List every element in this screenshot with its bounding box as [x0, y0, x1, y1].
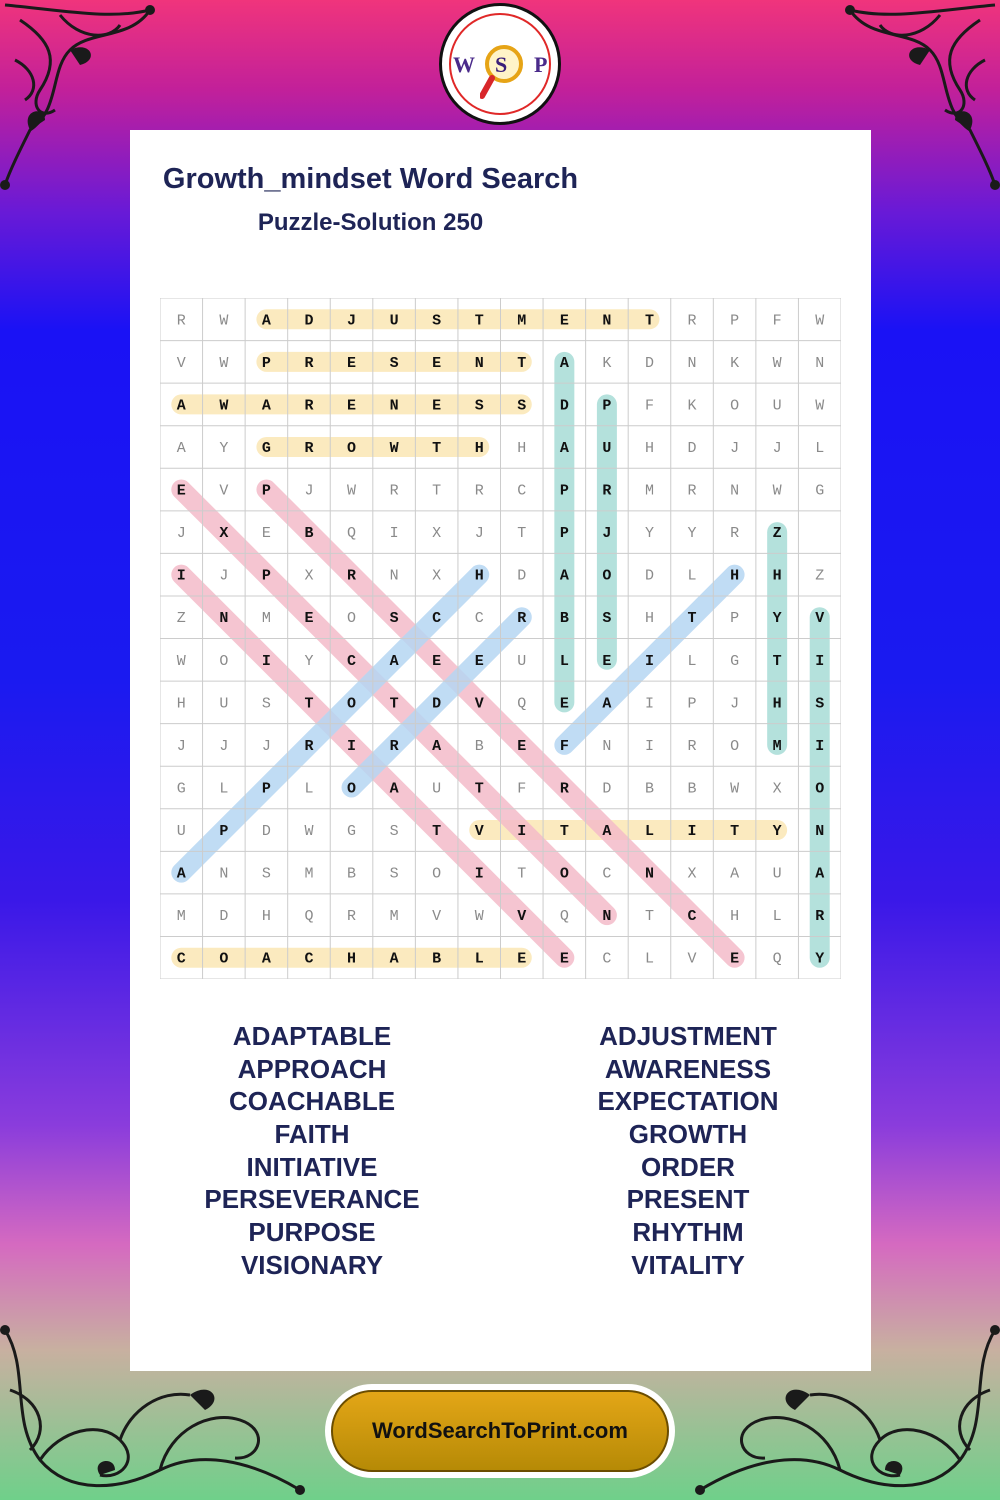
- grid-cell-letter[interactable]: J: [730, 439, 740, 457]
- grid-cell-letter[interactable]: L: [219, 780, 229, 798]
- grid-cell-letter[interactable]: I: [389, 525, 399, 543]
- grid-cell-letter[interactable]: F: [559, 737, 569, 755]
- grid-cell-letter[interactable]: M: [644, 482, 654, 500]
- grid-cell-letter[interactable]: P: [730, 610, 740, 628]
- grid-cell-letter[interactable]: P: [261, 567, 271, 585]
- grid-cell-letter[interactable]: E: [176, 482, 186, 500]
- grid-cell-letter[interactable]: R: [347, 908, 357, 926]
- grid-cell-letter[interactable]: M: [517, 312, 527, 330]
- grid-cell-letter[interactable]: J: [730, 695, 740, 713]
- grid-cell-letter[interactable]: F: [644, 397, 654, 415]
- grid-cell-letter[interactable]: D: [687, 439, 697, 457]
- grid-cell-letter[interactable]: V: [219, 482, 229, 500]
- grid-cell-letter[interactable]: D: [644, 354, 654, 372]
- grid-cell-letter[interactable]: S: [474, 397, 484, 415]
- grid-cell-letter[interactable]: Y: [219, 439, 229, 457]
- grid-cell-letter[interactable]: J: [176, 525, 186, 543]
- grid-cell-letter[interactable]: I: [347, 737, 357, 755]
- grid-cell-letter[interactable]: T: [730, 823, 740, 841]
- grid-cell-letter[interactable]: D: [304, 312, 314, 330]
- grid-cell-letter[interactable]: H: [261, 908, 271, 926]
- grid-cell-letter[interactable]: N: [602, 737, 612, 755]
- grid-cell-letter[interactable]: A: [559, 354, 569, 372]
- grid-cell-letter[interactable]: L: [687, 567, 697, 585]
- grid-cell-letter[interactable]: U: [389, 312, 399, 330]
- grid-cell-letter[interactable]: P: [559, 525, 569, 543]
- grid-cell-letter[interactable]: Y: [304, 652, 314, 670]
- grid-cell-letter[interactable]: N: [602, 908, 612, 926]
- word-list-item: COACHABLE: [228, 1086, 396, 1117]
- grid-cell-letter[interactable]: J: [347, 312, 357, 330]
- grid-cell-letter[interactable]: A: [815, 865, 825, 883]
- page-title: Growth_mindset Word Search: [162, 163, 579, 195]
- grid-cell-letter[interactable]: X: [687, 865, 697, 883]
- grid-cell-letter[interactable]: N: [389, 397, 399, 415]
- grid-cell-letter[interactable]: R: [176, 312, 186, 330]
- grid-cell-letter[interactable]: X: [772, 780, 782, 798]
- grid-cell-letter[interactable]: A: [261, 397, 271, 415]
- grid-cell-letter[interactable]: J: [602, 525, 612, 543]
- grid-cell-letter[interactable]: G: [730, 652, 740, 670]
- grid-cell-letter[interactable]: B: [432, 950, 442, 968]
- grid-cell-letter[interactable]: R: [687, 737, 697, 755]
- grid-cell-letter[interactable]: C: [602, 865, 612, 883]
- grid-cell-letter[interactable]: K: [730, 354, 740, 372]
- grid-cell-letter[interactable]: M: [176, 908, 186, 926]
- grid-cell-letter[interactable]: F: [517, 780, 527, 798]
- grid-cell-letter[interactable]: O: [347, 695, 357, 713]
- grid-cell-letter[interactable]: O: [730, 397, 740, 415]
- grid-cell-letter[interactable]: N: [389, 567, 399, 585]
- grid-cell-letter[interactable]: E: [347, 397, 357, 415]
- logo-letter-s: S: [495, 52, 508, 77]
- grid-cell-letter[interactable]: I: [644, 737, 654, 755]
- word-list-item: VISIONARY: [240, 1249, 384, 1280]
- grid-cell-letter[interactable]: S: [261, 865, 271, 883]
- grid-cell-letter[interactable]: V: [432, 908, 442, 926]
- word-list-left: [152, 1020, 472, 1282]
- grid-cell-letter[interactable]: O: [815, 780, 825, 798]
- grid-cell-letter[interactable]: Q: [772, 950, 782, 968]
- grid-cell-letter[interactable]: I: [815, 652, 825, 670]
- grid-cell-letter[interactable]: T: [517, 354, 527, 372]
- grid-cell-letter[interactable]: L: [815, 439, 825, 457]
- grid-cell-letter[interactable]: A: [559, 439, 569, 457]
- grid-cell-letter[interactable]: W: [176, 652, 186, 670]
- grid-cell-letter[interactable]: U: [219, 695, 229, 713]
- grid-cell-letter[interactable]: U: [517, 652, 527, 670]
- grid-cell-letter[interactable]: V: [517, 908, 527, 926]
- grid-cell-letter[interactable]: T: [389, 695, 399, 713]
- grid-cell-letter[interactable]: N: [474, 354, 484, 372]
- word-list-item: AWARENESS: [604, 1053, 772, 1084]
- grid-cell-letter[interactable]: Y: [687, 525, 697, 543]
- grid-cell-letter[interactable]: R: [730, 525, 740, 543]
- grid-cell-letter[interactable]: W: [730, 780, 740, 798]
- grid-cell-letter[interactable]: L: [772, 908, 782, 926]
- grid-cell-letter[interactable]: O: [602, 567, 612, 585]
- grid-cell-letter[interactable]: C: [602, 950, 612, 968]
- grid-cell-letter[interactable]: T: [644, 312, 654, 330]
- grid-cell-letter[interactable]: E: [517, 737, 527, 755]
- grid-cell-letter[interactable]: O: [347, 439, 357, 457]
- grid-cell-letter[interactable]: P: [219, 823, 229, 841]
- word-list-item: FAITH: [274, 1119, 350, 1150]
- grid-cell-letter[interactable]: O: [432, 865, 442, 883]
- grid-cell-letter[interactable]: M: [772, 737, 782, 755]
- grid-cell-letter[interactable]: A: [176, 439, 186, 457]
- grid-cell-letter[interactable]: A: [389, 950, 399, 968]
- grid-cell-letter[interactable]: P: [602, 397, 612, 415]
- grid-cell-letter[interactable]: D: [559, 397, 569, 415]
- grid-cell-letter[interactable]: C: [432, 610, 442, 628]
- grid-cell-letter[interactable]: E: [559, 950, 569, 968]
- logo-letter-w: W: [453, 52, 475, 77]
- grid-cell-letter[interactable]: I: [261, 652, 271, 670]
- grid-cell-letter[interactable]: L: [474, 950, 484, 968]
- grid-cell-letter[interactable]: J: [474, 525, 484, 543]
- grid-cell-letter[interactable]: R: [474, 482, 484, 500]
- grid-cell-letter[interactable]: Y: [772, 610, 782, 628]
- word-list-item: ORDER: [641, 1151, 735, 1182]
- grid-cell-letter[interactable]: A: [432, 737, 442, 755]
- grid-cell-letter[interactable]: M: [389, 908, 399, 926]
- grid-cell-letter[interactable]: I: [644, 652, 654, 670]
- grid-cell-letter[interactable]: I: [815, 737, 825, 755]
- grid-cell-letter[interactable]: W: [219, 397, 229, 415]
- grid-cell-letter[interactable]: O: [219, 950, 229, 968]
- grid-cell-letter[interactable]: J: [304, 482, 314, 500]
- grid-cell-letter[interactable]: W: [815, 312, 825, 330]
- grid-cell-letter[interactable]: H: [730, 567, 740, 585]
- grid-cell-letter[interactable]: W: [474, 908, 484, 926]
- grid-cell-letter[interactable]: H: [474, 567, 484, 585]
- grid-cell-letter[interactable]: V: [474, 823, 484, 841]
- grid-cell-letter[interactable]: H: [730, 908, 740, 926]
- grid-cell-letter[interactable]: S: [389, 354, 399, 372]
- grid-cell-letter[interactable]: J: [261, 737, 271, 755]
- grid-cell-letter[interactable]: E: [559, 695, 569, 713]
- grid-cell-letter[interactable]: B: [559, 610, 569, 628]
- grid-cell-letter[interactable]: P: [261, 354, 271, 372]
- word-list-item: PERSEVERANCE: [204, 1184, 420, 1215]
- grid-cell-letter[interactable]: P: [559, 482, 569, 500]
- grid-cell-letter[interactable]: Y: [815, 950, 825, 968]
- grid-cell-letter[interactable]: G: [347, 823, 357, 841]
- grid-cell-letter[interactable]: T: [772, 652, 782, 670]
- grid-cell-letter[interactable]: S: [517, 397, 527, 415]
- grid-cell-letter[interactable]: U: [602, 439, 612, 457]
- grid-cell-letter[interactable]: L: [687, 652, 697, 670]
- grid-cell-letter[interactable]: L: [304, 780, 314, 798]
- grid-cell-letter[interactable]: E: [559, 312, 569, 330]
- grid-cell-letter[interactable]: R: [389, 737, 399, 755]
- grid-cell-letter[interactable]: J: [772, 439, 782, 457]
- grid-cell-letter[interactable]: Z: [176, 610, 186, 628]
- footer-badge: [325, 1384, 675, 1478]
- grid-cell-letter[interactable]: N: [219, 610, 229, 628]
- grid-cell-letter[interactable]: H: [517, 439, 527, 457]
- grid-cell-letter[interactable]: X: [432, 567, 442, 585]
- grid-cell-letter[interactable]: T: [432, 823, 442, 841]
- grid-cell-letter[interactable]: B: [687, 780, 697, 798]
- grid-cell-letter[interactable]: D: [602, 780, 612, 798]
- word-search-grid: [160, 298, 841, 979]
- grid-cell-letter[interactable]: X: [432, 525, 442, 543]
- grid-cell-letter[interactable]: J: [219, 567, 229, 585]
- grid-cell-letter[interactable]: E: [261, 525, 271, 543]
- grid-cell-letter[interactable]: G: [815, 482, 825, 500]
- grid-cell-letter[interactable]: Q: [347, 525, 357, 543]
- grid-cell-letter[interactable]: A: [261, 950, 271, 968]
- grid-cell-letter[interactable]: C: [517, 482, 527, 500]
- grid-cell-letter[interactable]: S: [389, 610, 399, 628]
- word-list-item: ADAPTABLE: [232, 1021, 392, 1051]
- grid-cell-letter[interactable]: O: [219, 652, 229, 670]
- grid-cell-letter[interactable]: S: [389, 865, 399, 883]
- grid-cell-letter[interactable]: L: [644, 823, 654, 841]
- grid-cell-letter[interactable]: Q: [517, 695, 527, 713]
- grid-cell-letter[interactable]: H: [772, 695, 782, 713]
- grid-cell-letter[interactable]: R: [389, 482, 399, 500]
- grid-cell-letter[interactable]: A: [176, 865, 186, 883]
- grid-cell-letter[interactable]: S: [389, 823, 399, 841]
- grid-cell-letter[interactable]: B: [347, 865, 357, 883]
- grid-cell-letter[interactable]: N: [815, 354, 825, 372]
- grid-cell-letter[interactable]: T: [517, 865, 527, 883]
- grid-cell-letter[interactable]: H: [644, 439, 654, 457]
- grid-cell-letter[interactable]: W: [389, 439, 399, 457]
- grid-cell-letter[interactable]: D: [261, 823, 271, 841]
- grid-cell-letter[interactable]: J: [219, 737, 229, 755]
- word-list-item: RHYTHM: [632, 1217, 744, 1248]
- grid-cell-letter[interactable]: E: [304, 610, 314, 628]
- grid-cell-letter[interactable]: T: [644, 908, 654, 926]
- grid-cell-letter[interactable]: C: [347, 652, 357, 670]
- grid-cell-letter[interactable]: R: [304, 397, 314, 415]
- word-list-item: VITALITY: [631, 1249, 745, 1280]
- grid-cell-letter[interactable]: U: [176, 823, 186, 841]
- grid-cell-letter[interactable]: Y: [772, 823, 782, 841]
- word-list-item: INITIATIVE: [246, 1151, 378, 1182]
- grid-cell-letter[interactable]: D: [644, 567, 654, 585]
- grid-cell-letter[interactable]: B: [304, 525, 314, 543]
- word-list-item: GROWTH: [628, 1119, 748, 1150]
- grid-cell-letter[interactable]: X: [219, 525, 229, 543]
- grid-cell-letter[interactable]: V: [474, 695, 484, 713]
- word-list-item: EXPECTATION: [597, 1086, 779, 1117]
- grid-cell-letter[interactable]: S: [261, 695, 271, 713]
- grid-cell-letter[interactable]: O: [559, 865, 569, 883]
- grid-cell-letter[interactable]: E: [602, 652, 612, 670]
- grid-cell-letter[interactable]: D: [517, 567, 527, 585]
- grid-cell-letter[interactable]: T: [432, 482, 442, 500]
- footer-site-link[interactable]: WordSearchToPrint.com: [331, 1390, 669, 1472]
- grid-cell-letter[interactable]: X: [304, 567, 314, 585]
- grid-cell-letter[interactable]: J: [176, 737, 186, 755]
- grid-cell-letter[interactable]: T: [474, 780, 484, 798]
- grid-cell-letter[interactable]: W: [347, 482, 357, 500]
- grid-cell-letter[interactable]: N: [644, 865, 654, 883]
- grid-cell-letter[interactable]: N: [602, 312, 612, 330]
- grid-cell-letter[interactable]: V: [687, 950, 697, 968]
- grid-cell-letter[interactable]: H: [474, 439, 484, 457]
- grid-cell-letter[interactable]: H: [347, 950, 357, 968]
- grid-cell-letter[interactable]: W: [219, 312, 229, 330]
- word-list-item: ADJUSTMENT: [599, 1021, 777, 1051]
- grid-cell-letter[interactable]: K: [602, 354, 612, 372]
- grid-cell-letter[interactable]: S: [602, 610, 612, 628]
- grid-cell-letter[interactable]: D: [432, 695, 442, 713]
- grid-cell-letter[interactable]: W: [815, 397, 825, 415]
- grid-cell-letter[interactable]: E: [432, 652, 442, 670]
- grid-cell-letter[interactable]: P: [261, 482, 271, 500]
- word-list-item: APPROACH: [237, 1053, 387, 1084]
- grid-cell-letter[interactable]: P: [261, 780, 271, 798]
- grid-cell-letter[interactable]: V: [176, 354, 186, 372]
- grid-cell-letter[interactable]: M: [304, 865, 314, 883]
- grid-cell-letter[interactable]: U: [772, 865, 782, 883]
- grid-cell-letter[interactable]: U: [432, 780, 442, 798]
- grid-cell-letter[interactable]: C: [304, 950, 314, 968]
- grid-cell-letter[interactable]: C: [474, 610, 484, 628]
- grid-cell-letter[interactable]: M: [261, 610, 271, 628]
- word-list-item: PRESENT: [626, 1184, 750, 1215]
- grid-cell-letter[interactable]: T: [304, 695, 314, 713]
- grid-cell-letter[interactable]: T: [687, 610, 697, 628]
- grid-cell-letter[interactable]: T: [517, 525, 527, 543]
- logo-letter-p: P: [534, 52, 548, 77]
- grid-cell-letter[interactable]: Q: [304, 908, 314, 926]
- grid-cell-letter[interactable]: E: [730, 950, 740, 968]
- grid-cell-letter[interactable]: R: [559, 780, 569, 798]
- grid-cell-letter[interactable]: I: [474, 865, 484, 883]
- grid-cell-letter[interactable]: P: [730, 312, 740, 330]
- page-subtitle: Puzzle-Solution 250: [257, 209, 484, 236]
- grid-cell-letter[interactable]: P: [687, 695, 697, 713]
- grid-cell-letter[interactable]: C: [687, 908, 697, 926]
- grid-cell-letter[interactable]: N: [815, 823, 825, 841]
- grid-cell-letter[interactable]: R: [304, 737, 314, 755]
- grid-cell-letter[interactable]: Q: [559, 908, 569, 926]
- grid-cell-letter[interactable]: G: [176, 780, 186, 798]
- grid-cell-letter[interactable]: A: [389, 780, 399, 798]
- word-list-right: [528, 1020, 848, 1282]
- grid-cell-letter[interactable]: H: [176, 695, 186, 713]
- site-logo[interactable]: [439, 3, 561, 125]
- grid-cell-letter[interactable]: V: [815, 610, 825, 628]
- grid-cell-letter[interactable]: I: [687, 823, 697, 841]
- grid-cell-letter[interactable]: A: [559, 567, 569, 585]
- grid-cell-letter[interactable]: D: [219, 908, 229, 926]
- grid-cell-letter[interactable]: E: [474, 652, 484, 670]
- word-list-item: PURPOSE: [248, 1217, 376, 1248]
- grid-cell-letter[interactable]: T: [559, 823, 569, 841]
- grid-cell-letter[interactable]: E: [432, 397, 442, 415]
- grid-cell-letter[interactable]: F: [772, 312, 782, 330]
- grid-cell-letter[interactable]: B: [644, 780, 654, 798]
- grid-cell-letter[interactable]: W: [304, 823, 314, 841]
- grid-cell-letter[interactable]: A: [389, 652, 399, 670]
- grid-cell-letter[interactable]: S: [432, 312, 442, 330]
- grid-cell-letter[interactable]: L: [559, 652, 569, 670]
- grid-cell-letter[interactable]: W: [772, 482, 782, 500]
- grid-cell-letter[interactable]: A: [602, 823, 612, 841]
- grid-cell-letter[interactable]: R: [304, 439, 314, 457]
- grid-cell-letter[interactable]: B: [474, 737, 484, 755]
- grid-cell-letter[interactable]: E: [432, 354, 442, 372]
- grid-cell-letter[interactable]: W: [772, 354, 782, 372]
- grid-cell-letter[interactable]: A: [176, 397, 186, 415]
- grid-cell-letter[interactable]: Y: [644, 525, 654, 543]
- grid-cell-letter[interactable]: A: [730, 865, 740, 883]
- grid-cell-letter[interactable]: N: [219, 865, 229, 883]
- grid-cell-letter[interactable]: R: [602, 482, 612, 500]
- grid-cell-letter[interactable]: H: [644, 610, 654, 628]
- grid-cell-letter[interactable]: E: [347, 354, 357, 372]
- grid-cell-letter[interactable]: A: [261, 312, 271, 330]
- grid-cell-letter[interactable]: T: [432, 439, 442, 457]
- grid-cell-letter[interactable]: R: [687, 482, 697, 500]
- grid-cell-letter[interactable]: G: [261, 439, 271, 457]
- grid-cell-letter[interactable]: A: [602, 695, 612, 713]
- grid-cell-letter[interactable]: O: [347, 780, 357, 798]
- grid-cell-letter[interactable]: R: [517, 610, 527, 628]
- grid-cell-letter[interactable]: U: [772, 397, 782, 415]
- grid-cell-letter[interactable]: T: [474, 312, 484, 330]
- grid-cell-letter[interactable]: O: [730, 737, 740, 755]
- grid-cell-letter[interactable]: R: [687, 312, 697, 330]
- grid-cell-letter[interactable]: W: [219, 354, 229, 372]
- grid-cell-letter[interactable]: R: [347, 567, 357, 585]
- grid-cell-letter[interactable]: Z: [815, 567, 825, 585]
- grid-cell-letter[interactable]: I: [644, 695, 654, 713]
- grid-cell-letter[interactable]: I: [176, 567, 186, 585]
- grid-cell-letter[interactable]: K: [687, 397, 697, 415]
- grid-cell-letter[interactable]: R: [815, 908, 825, 926]
- grid-cell-letter[interactable]: R: [304, 354, 314, 372]
- grid-cell-letter[interactable]: L: [644, 950, 654, 968]
- grid-cell-letter[interactable]: H: [772, 567, 782, 585]
- grid-cell-letter[interactable]: N: [730, 482, 740, 500]
- grid-cell-letter[interactable]: E: [517, 950, 527, 968]
- grid-cell-letter[interactable]: Z: [772, 525, 782, 543]
- grid-cell-letter[interactable]: I: [517, 823, 527, 841]
- grid-cell-letter[interactable]: S: [815, 695, 825, 713]
- grid-cell-letter[interactable]: N: [687, 354, 697, 372]
- grid-cell-letter[interactable]: O: [347, 610, 357, 628]
- grid-cell-letter[interactable]: C: [176, 950, 186, 968]
